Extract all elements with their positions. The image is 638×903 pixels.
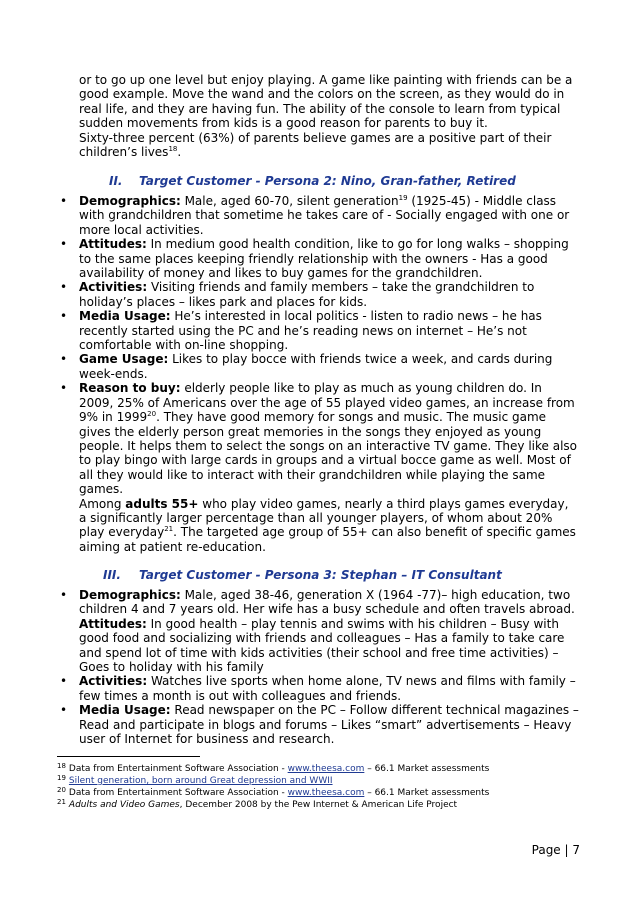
footnote-19-link[interactable]: Silent generation, born around Great depression and WWII xyxy=(68,776,333,786)
list-item: • Demographics: Male, aged 38-46, generation X (1964 -77)– high education, two children 4 and 7 years old. Her wife has a busy schedule and often travels abroad. xyxy=(60,588,575,617)
bullet-icon: • xyxy=(60,309,68,324)
persona2-heading xyxy=(109,174,516,188)
intro-text: or to go up one level but enjoy playing. A game like painting with friends can be a good example. Move the wand and the colors on the screen, as they would do in real life, and they are having fun. The ability of the console to learn from typical sudden movements from kids is a good reason for parents to buy it. xyxy=(79,73,573,131)
list-item-continuation: Attitudes: In good health – play tennis and swims with his children – Busy with good food and socializing with friends and colleagues – Has a family to take care and spend lot of time with kids activities (their school and free time activities) – Goes to holiday with his family xyxy=(79,616,565,675)
footnote-18-link[interactable]: www.theesa.com xyxy=(287,764,365,774)
persona3-list xyxy=(0,588,600,746)
intro-paragraph xyxy=(79,73,579,159)
page-number: Page | 7 xyxy=(531,843,580,857)
footnote-20: $^{20}$ Data from Entertainment Software Association - www.theesa.com – 66.1 Market assessments xyxy=(57,786,490,798)
persona2-title: Target Customer - Persona 2: Nino, Gran-father, Retired xyxy=(139,174,516,188)
persona3-title: Target Customer - Persona 3: Stephan – IT Consultant xyxy=(139,568,502,582)
persona3-heading xyxy=(103,568,502,582)
bullet-icon: • xyxy=(60,674,68,689)
footnote-ref-19[interactable]: 19 xyxy=(398,194,408,202)
intro-statistic: Sixty-three percent (63%) of parents believe games are a positive part of their children’s lives$^{18}$. xyxy=(79,130,552,160)
persona2-numeral: II. xyxy=(109,174,123,188)
list-item: • Media Usage: He’s interested in local politics - listen to radio news – he has recently started using the PC and he’s reading news on internet – He’s not comfortable with on-line shopping. xyxy=(60,309,542,353)
bullet-icon: • xyxy=(60,237,68,252)
list-item: • Media Usage: Read newspaper on the PC – Follow different technical magazines – Read and participate in blogs and forums – Likes “smart” advertisements – Heavy user of Internet for business and research. xyxy=(60,703,579,747)
footnote-ref-20[interactable]: 20 xyxy=(147,410,157,419)
list-item: • Activities: Visiting friends and family members – take the grandchildren to holiday’s places – likes park and places for kids. xyxy=(60,280,535,309)
list-item: • Reason to buy: elderly people like to play as much as young children do. In 2009, 25% of Americans over the age of 55 played video games, an increase from 9% in 1999$^{20}$. They have good memory for songs and music. The music game gives the elderly person great memories in the songs they enjoyed as young people. It helps them to select the songs on an interactive TV game. They like also to play bingo with large cards in groups and a virtual bocce game as well. Most of all they would like to interact with their grandchildren while playing the same games. xyxy=(60,381,577,497)
footnote-21: $^{21}$ Adults and Video Games, December 2008 by the Pew Internet & American Life Project xyxy=(57,798,458,810)
footnote-20-link[interactable]: www.theesa.com xyxy=(287,788,365,798)
bullet-icon: • xyxy=(60,381,68,396)
footnote-ref-21[interactable]: 21 xyxy=(164,525,174,534)
list-item-continuation: Among adults 55+ who play video games, nearly a third plays games everyday, a significantly larger percentage than all younger players, of whom about 20% play everyday$^{21}$. The targeted age group of 55+ can also benefit of specific games aiming at patient re-education. xyxy=(79,496,576,554)
bullet-icon: • xyxy=(60,703,68,718)
bullet-icon: • xyxy=(60,588,68,602)
list-item: • Game Usage: Likes to play bocce with friends twice a week, and cards during week-ends. xyxy=(60,352,553,381)
persona3-numeral: III. xyxy=(103,568,121,582)
bullet-icon: • xyxy=(60,280,68,295)
footnote-18: $^{18}$ Data from Entertainment Software Association - www.theesa.com – 66.1 Market assessments xyxy=(57,762,490,774)
list-item: • Activities: Watches live sports when home alone, TV news and films with family – few times a month is out with colleagues and friends. xyxy=(60,674,576,703)
footnotes xyxy=(57,763,597,811)
footnote-ref-18[interactable]: 18 xyxy=(168,145,178,154)
list-item: • Attitudes: In medium good health condition, like to go for long walks – shopping to the same places keeping friendly relationship with the owners - Has a good availability of money and likes to buy games for the grandchildren. xyxy=(60,237,569,281)
bullet-icon: • xyxy=(60,352,68,367)
persona2-list xyxy=(0,194,600,554)
list-item: • Demographics: Male, aged 60-70, silent generation$^{19}$ (1925-45) - Middle class with grandchildren that sometime he takes care of - Socially engaged with one or more local activities. xyxy=(60,194,570,237)
footnote-separator xyxy=(57,756,200,757)
bullet-icon: • xyxy=(60,194,68,208)
footnote-19: $^{19}$ Silent generation, born around Great depression and WWII xyxy=(57,774,333,786)
